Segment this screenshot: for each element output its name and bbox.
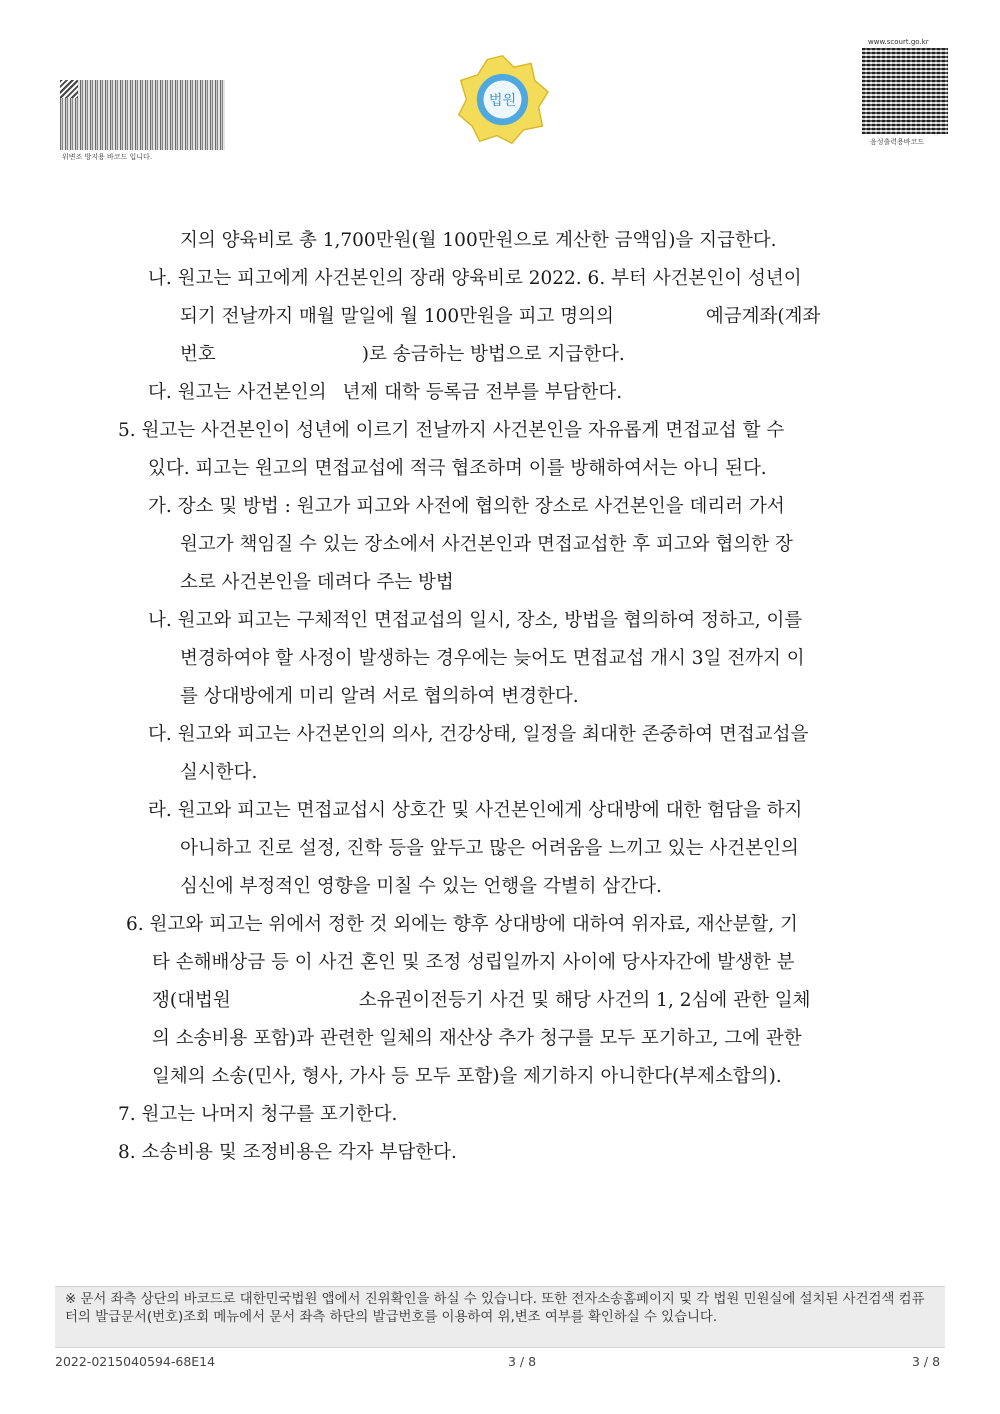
body-line: 아니하고 진로 설정, 진학 등을 앞두고 많은 어려움을 느끼고 있는 사건본인의 [180,838,799,859]
page-number-center: 3 / 8 [508,1354,537,1369]
body-line: 라. 원고와 피고는 면접교섭시 상호간 및 사건본인에게 상대방에 대한 험담을 하지 [148,800,803,821]
barcode-caption: 위변조 방지용 바코드 입니다. [62,153,153,161]
body-line: 지의 양육비로 총 1,700만원(월 100만원으로 계산한 금액임)을 지급한다. [180,230,777,251]
body-line: 5. 원고는 사건본인이 성년에 이르기 전날까지 사건본인을 자유롭게 면접교섭 할 수 [118,420,785,441]
body-line: 7. 원고는 나머지 청구를 포기한다. [118,1104,398,1125]
line-segment: 예금계좌(계좌 [705,306,821,327]
body-line [152,992,810,1011]
body-line: 나. 원고와 피고는 구체적인 면접교섭의 일시, 장소, 방법을 협의하여 정하고, 이를 [148,610,803,631]
body-line: 원고가 책임질 수 있는 장소에서 사건본인과 면접교섭한 후 피고와 협의한 장 [180,534,793,555]
line-segment: 다. 원고는 사건본인의 [148,382,327,403]
line-segment: 번호 [180,344,216,365]
line-segment: 되기 전날까지 매월 말일에 월 100만원을 피고 명의의 [180,306,614,327]
body-line [180,346,625,365]
body-line [180,308,820,327]
body-line: 심신에 부정적인 영향을 미칠 수 있는 언행을 각별히 삼간다. [180,876,662,897]
notice-text: ※ 문서 좌측 상단의 바코드로 대한민국법원 앱에서 진위확인을 하실 수 있습니다. 또한 전자소송홈페이지 및 각 법원 민원실에 설치된 사건검색 컴퓨터의 발급문서(번호)조회 메뉴에서 문서 좌측 하단의 발급번호를 이용하여 위,변조 여부를 확인하실 수 있습니다. [65,1292,925,1325]
emblem-text: 법원 [488,93,517,110]
body-line: 다. 원고와 피고는 사건본인의 의사, 건강상태, 일정을 최대한 존중하여 면접교섭을 [148,724,809,745]
body-line: 6. 원고와 피고는 위에서 정한 것 외에는 향후 상대방에 대하여 위자료, 재산분할, 기 [126,914,798,935]
voice-output-qr-code [862,48,948,134]
issue-number: 2022-0215040594-68E14 [55,1354,216,1369]
body-line: 의 소송비용 포함)과 관련한 일체의 재산상 추가 청구를 모두 포기하고, 그에 관한 [152,1028,802,1049]
court-emblem-icon [455,52,550,147]
body-line: 일체의 소송(민사, 형사, 가사 등 모두 포함)을 제기하지 아니한다(부제소합의). [152,1066,782,1087]
court-url: www.scourt.go.kr [868,38,929,46]
body-line [148,384,622,403]
line-segment: 쟁(대법원 [152,990,231,1011]
body-line: 있다. 피고는 원고의 면접교섭에 적극 협조하며 이를 방해하여서는 아니 된다. [148,458,767,479]
body-line: 가. 장소 및 방법 : 원고가 피고와 사전에 협의한 장소로 사건본인을 데리러 가서 [148,496,785,517]
body-line: 를 상대방에게 미리 알려 서로 협의하여 변경한다. [180,686,579,707]
body-line: 8. 소송비용 및 조정비용은 각자 부담한다. [118,1142,457,1163]
body-line: 변경하여야 할 사정이 발생하는 경우에는 늦어도 면접교섭 개시 3일 전까지 이 [180,648,805,669]
authenticity-notice [55,1286,945,1348]
line-segment: 소유권이전등기 사건 및 해당 사건의 1, 2심에 관한 일체 [358,990,811,1011]
body-line: 타 손해배상금 등 이 사건 혼인 및 조정 성립일까지 사이에 당사자간에 발생한 분 [152,952,795,973]
line-segment: )로 송금하는 방법으로 지급한다. [361,344,625,365]
body-line: 나. 원고는 피고에게 사건본인의 장래 양육비로 2022. 6. 부터 사건본인이 성년이 [148,268,802,289]
verification-barcode [60,80,225,150]
body-line: 소로 사건본인을 데려다 주는 방법 [180,572,454,593]
page-number-right: 3 / 8 [912,1354,941,1369]
line-segment: 년제 대학 등록금 전부를 부담한다. [342,382,623,403]
qr-caption: 음성출력용바코드 [870,138,925,146]
body-line: 실시한다. [180,762,258,783]
